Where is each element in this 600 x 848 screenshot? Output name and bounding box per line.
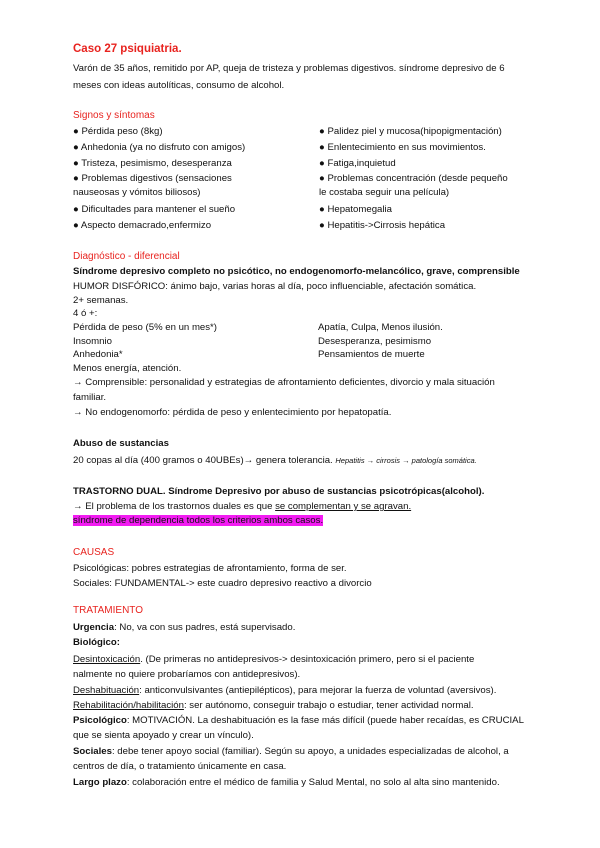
criterion-left: Insomnio [73, 336, 112, 347]
signo-left: ● Dificultades para mantener el sueño [73, 204, 236, 215]
dual-line [73, 500, 411, 513]
sociales-line [73, 745, 509, 758]
psico-line [73, 714, 524, 727]
signo-right: ● Hepatitis->Cirrosis hepática [319, 220, 446, 231]
signo-right: le costaba seguir una película) [319, 187, 450, 198]
desintox-text: . (De primeras no antidepresivos-> desintoxicación primero, pero si el paciente [140, 654, 475, 665]
criterion-right: Pensamientos de muerte [318, 349, 425, 360]
abuso-line [73, 454, 477, 467]
sociales-text: : debe tener apoyo social (familiar). Según su apoyo, a unidades especializadas de alcohol, a [111, 746, 509, 757]
abuso-note: Hepatitis → cirrosis → patología somática. [335, 456, 477, 465]
criterion-left: Anhedonia* [73, 349, 123, 360]
deshab-line [73, 684, 496, 697]
deshab-label: Deshabituación [73, 685, 140, 696]
rehab-text: : ser autónomo, conseguir trabajo o estudiar, tener actividad normal. [183, 700, 474, 711]
urgencia-text: : No, va con sus padres, está supervisado. [114, 622, 296, 633]
diagnostico-line: 2+ semanas. [73, 295, 129, 306]
signos-heading: Signos y síntomas [73, 110, 155, 121]
psico-text: : MOTIVACIÓN. La deshabituación es la fase más difícil (puede haber recaídas, es CRUCIAL [126, 715, 524, 726]
causa-line: Psicológicas: pobres estrategias de afrontamiento, forma de ser. [73, 563, 347, 574]
causas-heading: CAUSAS [73, 547, 115, 558]
dual-underlined: se complementan y se agravan. [275, 501, 412, 512]
diagnostico-heading: Diagnóstico - diferencial [73, 251, 180, 262]
dual-highlight-line [73, 514, 323, 527]
criterion-right: Apatía, Culpa, Menos ilusión. [318, 322, 443, 333]
diagnostico-after: familiar. [73, 392, 107, 403]
signo-right: ● Problemas concentración (desde pequeño [319, 173, 508, 184]
urgencia-line [73, 621, 295, 634]
abuso-text: 20 copas al día (400 gramos o 40UBEs)→ genera tolerancia. [73, 455, 336, 466]
diagnostico-line: 4 ó +: [73, 308, 98, 319]
signo-right: ● Hepatomegalia [319, 204, 392, 215]
psico-line-2: que se sienta apoyado y crear un vínculo). [73, 730, 254, 741]
intro-line: Varón de 35 años, remitido por AP, queja de tristeza y problemas digestivos. síndrome depresivo de 6 [73, 63, 505, 74]
rehab-label: Rehabilitación/habilitación [73, 700, 184, 711]
criterion-left: Pérdida de peso (5% en un mes*) [73, 322, 217, 333]
diagnostico-line: HUMOR DISFÓRICO: ánimo bajo, varias horas al día, poco influenciable, afectación somática. [73, 281, 477, 292]
desintox-line-2: nalmente no quiere probaríamos con antidepresivos). [73, 669, 301, 680]
signo-right: ● Enlentecimiento en sus movimientos. [319, 142, 486, 153]
signo-left: ● Aspecto demacrado,enfermizo [73, 220, 212, 231]
rehab-line [73, 699, 474, 712]
signo-left: ● Anhedonia (ya no disfruto con amigos) [73, 142, 246, 153]
diagnostico-after: → Comprensible: personalidad y estrategias de afrontamiento deficientes, divorcio y mala situación [73, 377, 495, 388]
signo-left: ● Problemas digestivos (sensaciones [73, 173, 232, 184]
signo-right: ● Fatiga,inquietud [319, 158, 396, 169]
tratamiento-heading: TRATAMIENTO [73, 605, 143, 616]
dual-heading: TRASTORNO DUAL. Síndrome Depresivo por abuso de sustancias psicotrópicas(alcohol). [73, 486, 485, 497]
largo-line [73, 776, 500, 789]
intro-line: meses con ideas autolíticas, consumo de alcohol. [73, 80, 285, 91]
signo-left: ● Tristeza, pesimismo, desesperanza [73, 158, 232, 169]
sociales-label: Sociales [73, 746, 112, 757]
dual-text: → El problema de los trastornos duales es que [73, 501, 276, 512]
signo-left: nauseosas y vómitos biliosos) [73, 187, 201, 198]
signo-left: ● Pérdida peso (8kg) [73, 126, 163, 137]
signo-right: ● Palidez piel y mucosa(hipopigmentación) [319, 126, 502, 137]
diagnostico-bold: Síndrome depresivo completo no psicótico, no endogenomorfo-melancólico, grave, comprensible [73, 266, 520, 277]
biologico-label: Biológico: [73, 637, 120, 648]
diagnostico-after: Menos energía, atención. [73, 363, 182, 374]
deshab-text: : anticonvulsivantes (antiepilépticos), para mejorar la fuerza de voluntad (aversivos). [139, 685, 497, 696]
sociales-line-2: centros de día, o tratamiento únicamente en casa. [73, 761, 287, 772]
largo-text: : colaboración entre el médico de familia y Salud Mental, no solo al alta sino mantenido. [126, 777, 500, 788]
largo-label: Largo plazo [73, 777, 127, 788]
dual-highlight: síndrome de dependencia todos los criterios ambos casos. [73, 515, 324, 526]
urgencia-label: Urgencia [73, 622, 115, 633]
case-title: Caso 27 psiquiatria. [73, 43, 182, 55]
diagnostico-after: → No endogenomorfo: pérdida de peso y enlentecimiento por hepatopatía. [73, 407, 392, 418]
desintox-line [73, 653, 474, 666]
criterion-right: Desesperanza, pesimismo [318, 336, 432, 347]
desintox-label: Desintoxicación [73, 654, 141, 665]
psico-label: Psicológico [73, 715, 127, 726]
abuso-heading: Abuso de sustancias [73, 438, 169, 449]
causa-line: Sociales: FUNDAMENTAL-> este cuadro depresivo reactivo a divorcio [73, 578, 372, 589]
